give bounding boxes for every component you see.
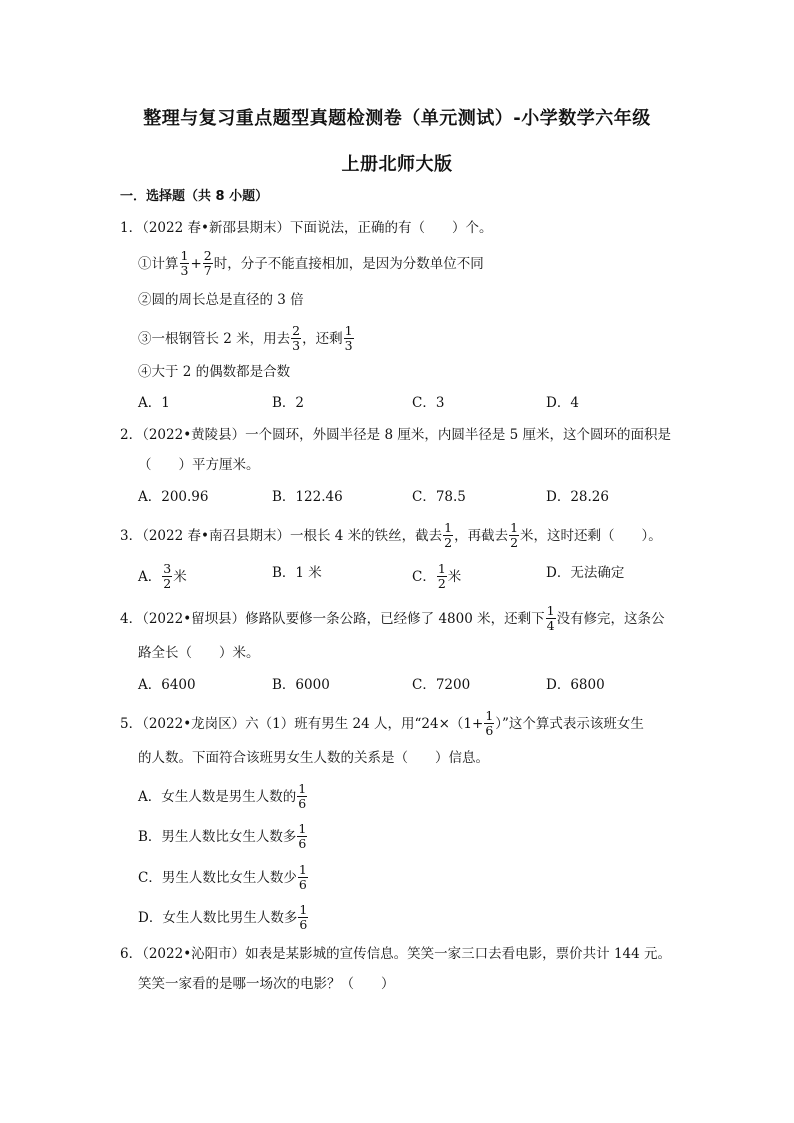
q4-option-c[interactable]: C．7200: [412, 677, 471, 693]
q5-prefix: 5．（2022•龙岗区）六（1）班有男生 24 人，用“: [120, 716, 422, 732]
q5-option-b[interactable]: [138, 823, 308, 852]
unit: 米: [447, 569, 462, 585]
q6-stem-line1: 6．（2022•沁阳市）如表是某影城的宣传信息。笑笑一家三口去看电影，票价共计 144 元。: [120, 946, 672, 962]
numerator: 1: [444, 520, 453, 535]
denominator: 3: [180, 263, 189, 278]
q4-fraction: [546, 604, 556, 633]
numerator: 1: [180, 248, 189, 263]
denominator: 3: [292, 338, 301, 353]
q1-option-b[interactable]: B．2: [272, 395, 305, 411]
denominator: 2: [444, 535, 453, 550]
q3-fraction-1: [443, 521, 453, 550]
numerator: 2: [203, 248, 212, 263]
q1-s1-suffix: 时，分子不能直接相加，是因为分数单位不同: [213, 256, 484, 272]
numerator: 3: [163, 561, 172, 576]
q1-statement-3: [138, 325, 355, 354]
q1-option-a[interactable]: A．1: [138, 395, 170, 411]
q1-s3-fraction-1: [291, 324, 301, 353]
denominator: 6: [485, 723, 494, 738]
denominator: 2: [163, 576, 172, 591]
numerator: 2: [292, 323, 301, 338]
numerator: 1: [298, 781, 307, 796]
denominator: 7: [203, 263, 212, 278]
q4-option-b[interactable]: B．6000: [272, 677, 330, 693]
denominator: 6: [299, 917, 308, 932]
denominator: 2: [437, 576, 446, 591]
q2-stem-line2: （ ）平方厘米。: [138, 457, 260, 473]
section-heading: 一．选择题（共 8 小题）: [120, 189, 269, 204]
q5-option-b-fraction: [297, 822, 307, 851]
q5-suffix: ”这个算式表示该班女生: [502, 716, 644, 732]
q5-stem-line1: [120, 710, 644, 739]
q4-prefix: 4．（2022•留坝县）修路队要修一条公路，已经修了 4800 米，还剩下: [120, 611, 545, 627]
option-text: C．男生人数比女生人数少: [138, 870, 297, 886]
denominator: 3: [344, 338, 353, 353]
denominator: 2: [510, 535, 519, 550]
q1-option-c[interactable]: C．3: [412, 395, 445, 411]
q4-suffix: 没有修完，这条公: [556, 611, 665, 627]
q5-expression-suffix: ）: [495, 716, 503, 732]
option-text: B．男生人数比女生人数多: [138, 829, 297, 845]
numerator: 1: [298, 821, 307, 836]
q1-option-d[interactable]: D．4: [546, 395, 579, 411]
numerator: 1: [437, 561, 446, 576]
q3-stem: [120, 522, 662, 551]
document-title-line2: 上册北师大版: [341, 154, 453, 175]
denominator: 6: [298, 796, 307, 811]
q3-option-a-fraction: [162, 562, 172, 591]
q1-s1-prefix: ①计算: [138, 256, 179, 272]
numerator: 1: [344, 323, 353, 338]
numerator: 1: [299, 902, 308, 917]
q2-option-d[interactable]: D．28.26: [546, 489, 609, 505]
numerator: 1: [298, 862, 307, 877]
numerator: 1: [485, 708, 494, 723]
q5-option-c-fraction: [298, 863, 308, 892]
q4-stem-line2: 路全长（ ）米。: [138, 645, 260, 661]
q1-s3-prefix: ③一根钢管长 2 米，用去: [138, 331, 291, 347]
q5-expression-fraction: [484, 709, 494, 738]
q1-s3-fraction-2: [344, 324, 354, 353]
numerator: 1: [546, 603, 555, 618]
q2-option-b[interactable]: B．122.46: [272, 489, 343, 505]
q3-prefix: 3．（2022 春•南召县期末）一根长 4 米的铁丝，截去: [120, 528, 443, 544]
q1-s1-fraction-2: [203, 249, 213, 278]
q2-option-a[interactable]: A．200.96: [138, 489, 209, 505]
q3-middle: ，再截去: [454, 528, 509, 544]
q5-option-c[interactable]: [138, 864, 309, 893]
q1-statement-4: ④大于 2 的偶数都是合数: [138, 364, 291, 380]
q5-option-a-fraction: [297, 782, 307, 811]
option-text: D．女生人数比男生人数多: [138, 910, 298, 926]
q1-statement-1: [138, 250, 484, 279]
option-letter: A．: [138, 569, 162, 585]
q3-option-c[interactable]: [412, 563, 461, 592]
q5-option-d[interactable]: [138, 904, 309, 933]
document-title-line1: 整理与复习重点题型真题检测卷（单元测试）-小学数学六年级: [143, 108, 651, 129]
q4-stem-line1: [120, 605, 665, 634]
q6-stem-line2: 笑笑一家看的是哪一场次的电影？（ ）: [138, 976, 395, 992]
denominator: 4: [546, 618, 555, 633]
option-text: A．女生人数是男生人数的: [138, 789, 297, 805]
q3-option-c-fraction: [437, 562, 447, 591]
q3-option-a[interactable]: [138, 563, 187, 592]
q5-option-d-fraction: [298, 903, 308, 932]
denominator: 6: [298, 836, 307, 851]
q3-fraction-2: [509, 521, 519, 550]
denominator: 6: [298, 877, 307, 892]
q1-statement-2: ②圆的周长总是直径的 3 倍: [138, 292, 304, 308]
q1-s3-middle: ，还剩: [302, 331, 343, 347]
q5-stem-line2: 的人数。下面符合该班男女生人数的关系是（ ）信息。: [138, 750, 489, 766]
option-letter: C．: [412, 569, 436, 585]
q4-option-d[interactable]: D．6800: [546, 677, 605, 693]
plus-sign: +: [190, 256, 202, 272]
q3-option-b[interactable]: B．1 米: [272, 565, 322, 581]
q1-stem: 1．（2022 春•新邵县期末）下面说法，正确的有（ ）个。: [120, 220, 493, 236]
q3-suffix: 米，这时还剩（ ）。: [520, 528, 662, 544]
unit: 米: [173, 569, 187, 585]
q5-expression-prefix: 24×（1+: [421, 716, 484, 732]
q2-stem-line1: 2．（2022•黄陵县）一个圆环，外圆半径是 8 厘米，内圆半径是 5 厘米，这个圆环的面积是: [120, 427, 672, 443]
q4-option-a[interactable]: A．6400: [138, 677, 196, 693]
q3-option-d[interactable]: D．无法确定: [546, 565, 625, 581]
numerator: 1: [510, 520, 519, 535]
q5-option-a[interactable]: [138, 783, 308, 812]
q1-s1-fraction-1: [180, 249, 190, 278]
q2-option-c[interactable]: C．78.5: [412, 489, 466, 505]
